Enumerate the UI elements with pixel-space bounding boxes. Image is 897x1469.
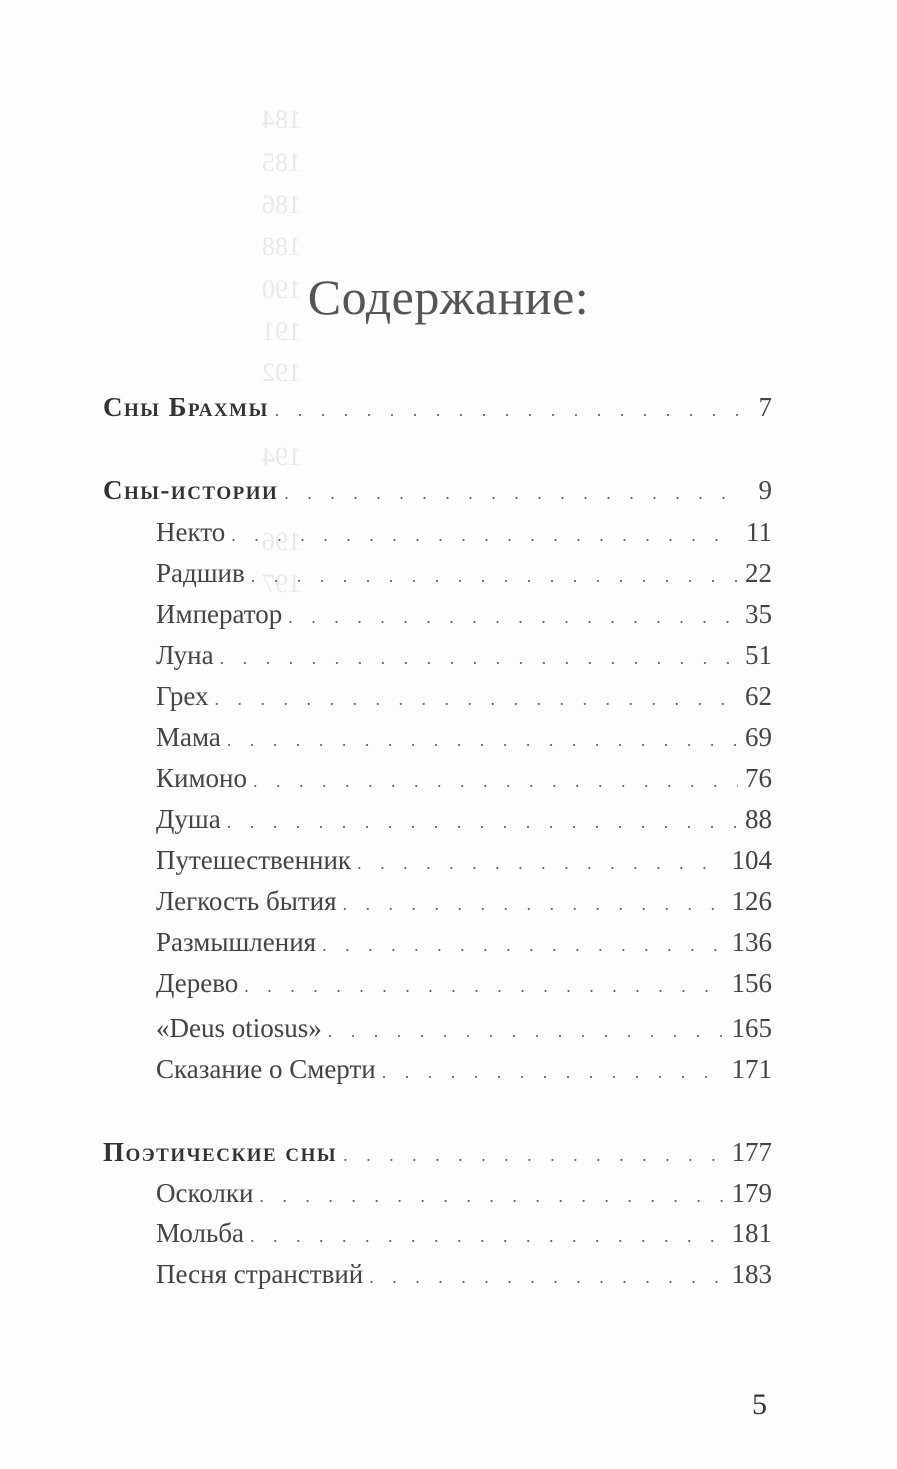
entry-title: Поэтические сны — [103, 1137, 338, 1167]
toc-entry — [156, 681, 772, 715]
entry-title: Размышления — [156, 927, 317, 957]
dot-leader — [343, 1145, 725, 1166]
bleed-through-number: 191 — [262, 317, 301, 346]
toc-section — [103, 475, 772, 509]
entry-page: 126 — [731, 886, 772, 916]
toc-entry — [156, 1259, 772, 1293]
page-title: Содержание: — [307, 269, 590, 325]
dot-leader — [227, 812, 738, 833]
entry-title: Душа — [156, 804, 221, 834]
entry-page: 51 — [745, 640, 772, 670]
bleed-through-number: 190 — [262, 275, 301, 304]
dot-leader — [357, 853, 725, 874]
entry-page: 136 — [731, 927, 772, 957]
toc-section — [103, 392, 772, 426]
toc-entry — [156, 927, 772, 961]
toc-entry — [156, 1178, 772, 1212]
entry-title: Некто — [156, 517, 226, 547]
toc-entry — [156, 599, 772, 633]
entry-title: «Deus otiosus» — [156, 1013, 322, 1043]
entry-title: Осколки — [156, 1178, 254, 1208]
toc-entry — [156, 722, 772, 756]
dot-leader — [215, 689, 738, 710]
entry-title: Песня странствий — [156, 1259, 364, 1289]
entry-page: 171 — [731, 1054, 772, 1084]
entry-page: 11 — [746, 517, 772, 547]
toc-entry — [156, 804, 772, 838]
entry-title: Сны-истории — [103, 475, 279, 505]
entry-page: 76 — [745, 763, 772, 793]
entry-page: 104 — [731, 845, 772, 875]
entry-page: 7 — [758, 392, 772, 422]
entry-page: 9 — [758, 475, 772, 505]
dot-leader — [250, 1226, 726, 1247]
entry-page: 22 — [745, 558, 772, 588]
toc-entry — [156, 517, 772, 551]
dot-leader — [343, 894, 726, 915]
entry-title: Кимоно — [156, 763, 247, 793]
entry-page: 183 — [731, 1259, 772, 1289]
dot-leader — [369, 1267, 725, 1288]
entry-title: Мама — [156, 722, 221, 752]
entry-title: Грех — [156, 681, 209, 711]
entry-title: Император — [156, 599, 283, 629]
entry-page: 156 — [731, 968, 772, 998]
toc-entry — [156, 1218, 772, 1252]
dot-leader — [244, 976, 725, 997]
toc-entry — [156, 1013, 772, 1047]
dot-leader — [284, 483, 738, 504]
dot-leader — [231, 525, 738, 546]
toc-entry — [156, 845, 772, 879]
bleed-through-number: 184 — [262, 105, 301, 134]
dot-leader — [328, 1021, 726, 1042]
entry-page: 165 — [731, 1013, 772, 1043]
bleed-through-number: 196 — [262, 527, 301, 556]
dot-leader — [251, 566, 738, 587]
dot-leader — [253, 771, 738, 792]
entry-page: 179 — [731, 1178, 772, 1208]
entry-title: Путешественник — [156, 845, 352, 875]
entry-title: Легкость бытия — [156, 886, 337, 916]
toc-entry — [156, 558, 772, 592]
bleed-through-number: 194 — [262, 442, 301, 471]
dot-leader — [259, 1186, 725, 1207]
toc-section — [103, 1137, 772, 1171]
toc-entry — [156, 1054, 772, 1088]
bleed-through-number: 192 — [262, 358, 301, 387]
bleed-through-number: 186 — [262, 190, 301, 219]
entry-title: Радшив — [156, 558, 245, 588]
entry-title: Дерево — [156, 968, 239, 998]
dot-leader — [382, 1062, 726, 1083]
entry-title: Мольба — [156, 1218, 244, 1248]
dot-leader — [220, 648, 738, 669]
toc-entry — [156, 763, 772, 797]
dot-leader — [275, 400, 738, 421]
bleed-through-number: 185 — [262, 148, 301, 177]
page-number: 5 — [752, 1388, 767, 1421]
entry-title: Сны Брахмы — [103, 392, 269, 422]
entry-page: 177 — [731, 1137, 772, 1167]
entry-page: 69 — [745, 722, 772, 752]
dot-leader — [227, 730, 738, 751]
entry-page: 88 — [745, 804, 772, 834]
entry-page: 35 — [745, 599, 772, 629]
toc-entry — [156, 968, 772, 1002]
entry-page: 62 — [745, 681, 772, 711]
dot-leader — [288, 607, 738, 628]
dot-leader — [322, 935, 725, 956]
toc-entry — [156, 640, 772, 674]
entry-page: 181 — [731, 1218, 772, 1248]
bleed-through-number: 197 — [262, 569, 301, 598]
entry-title: Сказание о Смерти — [156, 1054, 376, 1084]
bleed-through-number: 188 — [262, 232, 301, 261]
entry-title: Луна — [156, 640, 214, 670]
toc-entry — [156, 886, 772, 920]
